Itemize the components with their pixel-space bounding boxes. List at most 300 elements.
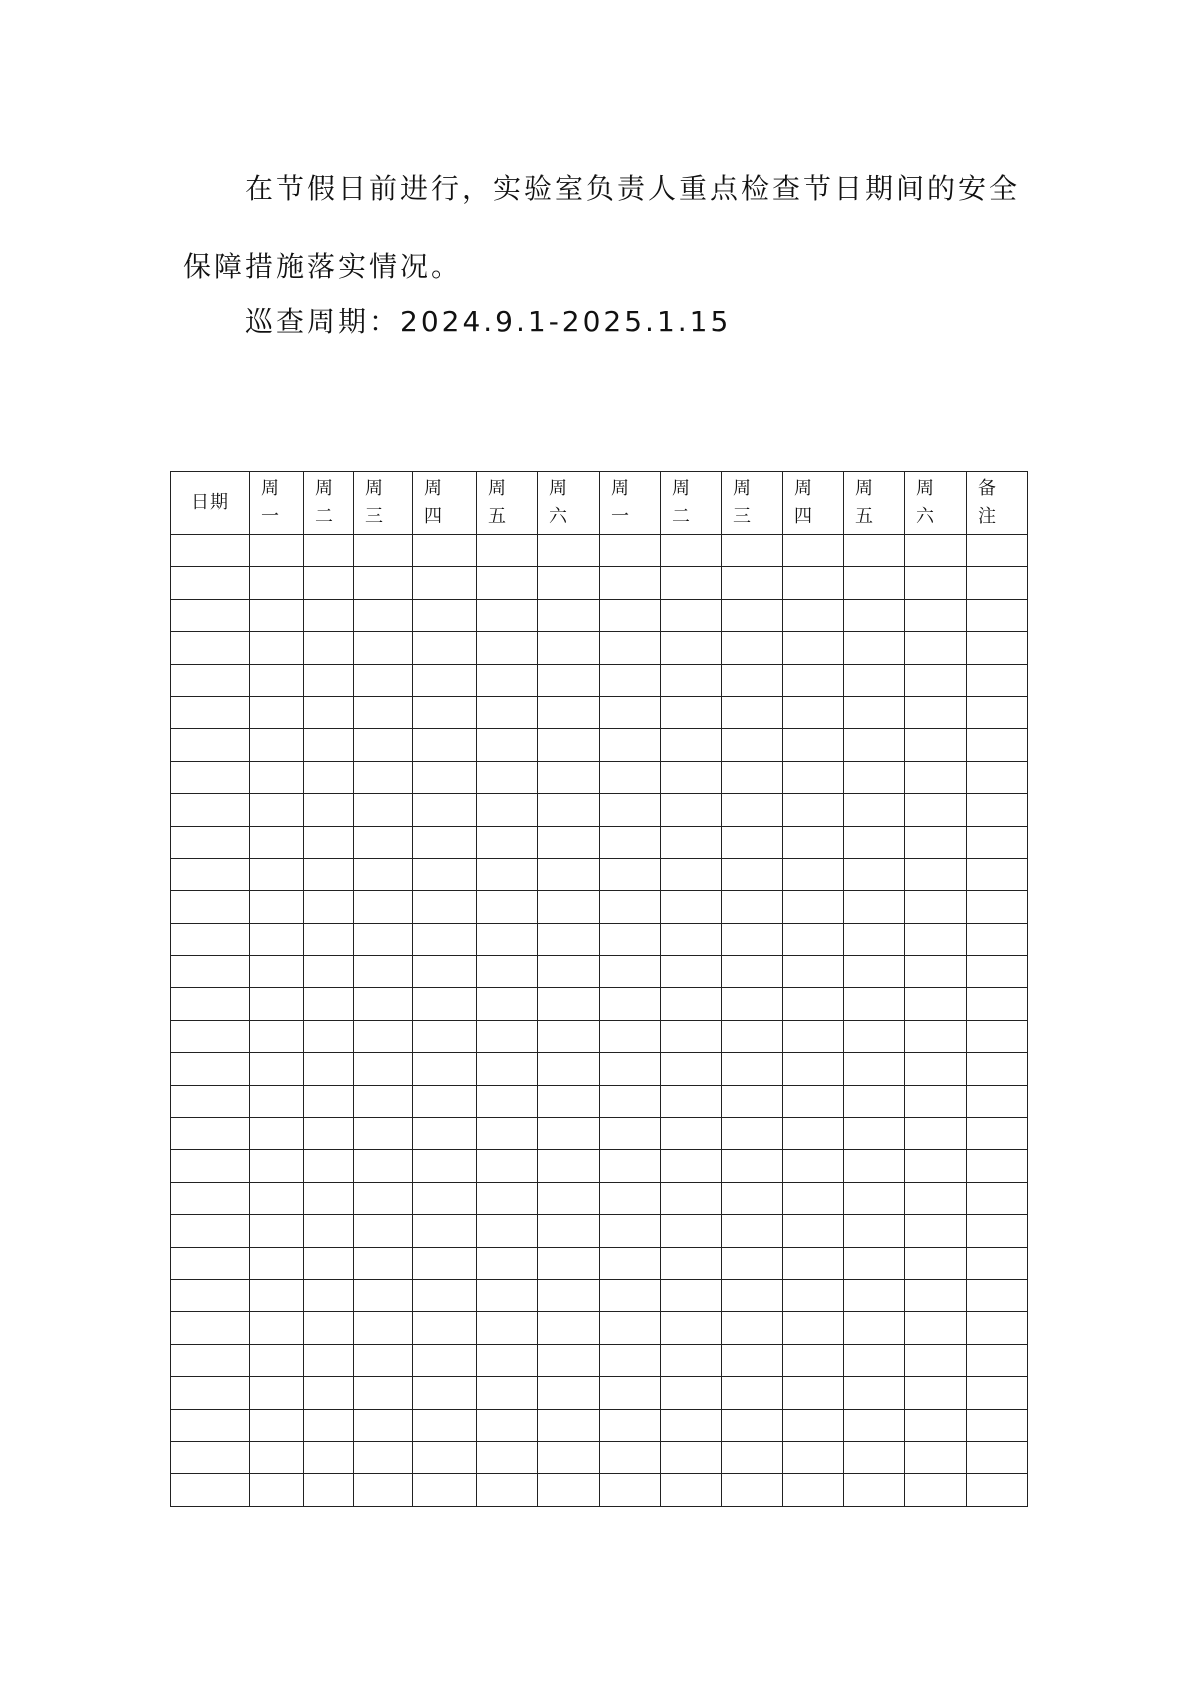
check-cell[interactable]	[844, 1215, 905, 1247]
check-cell[interactable]	[905, 826, 967, 858]
remarks-cell[interactable]	[967, 1312, 1028, 1344]
check-cell[interactable]	[661, 567, 722, 599]
check-cell[interactable]	[304, 1377, 354, 1409]
check-cell[interactable]	[354, 1020, 413, 1052]
check-cell[interactable]	[250, 1377, 304, 1409]
check-cell[interactable]	[354, 891, 413, 923]
check-cell[interactable]	[304, 535, 354, 567]
check-cell[interactable]	[905, 1409, 967, 1441]
check-cell[interactable]	[783, 761, 844, 793]
remarks-cell[interactable]	[967, 664, 1028, 696]
check-cell[interactable]	[722, 1344, 783, 1376]
date-cell[interactable]	[171, 1279, 250, 1311]
remarks-cell[interactable]	[967, 1474, 1028, 1506]
check-cell[interactable]	[477, 1441, 538, 1473]
check-cell[interactable]	[783, 1279, 844, 1311]
check-cell[interactable]	[250, 632, 304, 664]
check-cell[interactable]	[783, 1215, 844, 1247]
check-cell[interactable]	[783, 1247, 844, 1279]
check-cell[interactable]	[413, 1182, 477, 1214]
check-cell[interactable]	[905, 567, 967, 599]
check-cell[interactable]	[783, 988, 844, 1020]
check-cell[interactable]	[722, 891, 783, 923]
check-cell[interactable]	[477, 1377, 538, 1409]
remarks-cell[interactable]	[967, 1215, 1028, 1247]
check-cell[interactable]	[844, 1053, 905, 1085]
remarks-cell[interactable]	[967, 1085, 1028, 1117]
check-cell[interactable]	[600, 1215, 661, 1247]
check-cell[interactable]	[354, 1150, 413, 1182]
check-cell[interactable]	[600, 632, 661, 664]
check-cell[interactable]	[722, 696, 783, 728]
check-cell[interactable]	[538, 1053, 600, 1085]
check-cell[interactable]	[477, 696, 538, 728]
check-cell[interactable]	[413, 1215, 477, 1247]
check-cell[interactable]	[783, 664, 844, 696]
check-cell[interactable]	[600, 1085, 661, 1117]
check-cell[interactable]	[413, 664, 477, 696]
check-cell[interactable]	[304, 1312, 354, 1344]
check-cell[interactable]	[783, 826, 844, 858]
check-cell[interactable]	[722, 567, 783, 599]
date-cell[interactable]	[171, 1344, 250, 1376]
check-cell[interactable]	[661, 794, 722, 826]
check-cell[interactable]	[250, 535, 304, 567]
check-cell[interactable]	[661, 923, 722, 955]
check-cell[interactable]	[538, 1247, 600, 1279]
date-cell[interactable]	[171, 696, 250, 728]
check-cell[interactable]	[600, 535, 661, 567]
check-cell[interactable]	[413, 1118, 477, 1150]
check-cell[interactable]	[250, 567, 304, 599]
check-cell[interactable]	[538, 1215, 600, 1247]
check-cell[interactable]	[844, 567, 905, 599]
check-cell[interactable]	[600, 891, 661, 923]
check-cell[interactable]	[783, 599, 844, 631]
check-cell[interactable]	[250, 761, 304, 793]
check-cell[interactable]	[477, 1247, 538, 1279]
date-cell[interactable]	[171, 599, 250, 631]
check-cell[interactable]	[722, 923, 783, 955]
check-cell[interactable]	[477, 1279, 538, 1311]
check-cell[interactable]	[538, 923, 600, 955]
check-cell[interactable]	[661, 1182, 722, 1214]
date-cell[interactable]	[171, 632, 250, 664]
check-cell[interactable]	[250, 664, 304, 696]
check-cell[interactable]	[661, 891, 722, 923]
check-cell[interactable]	[538, 1377, 600, 1409]
check-cell[interactable]	[354, 1085, 413, 1117]
check-cell[interactable]	[538, 599, 600, 631]
check-cell[interactable]	[413, 1344, 477, 1376]
check-cell[interactable]	[905, 1377, 967, 1409]
check-cell[interactable]	[413, 1150, 477, 1182]
check-cell[interactable]	[905, 535, 967, 567]
check-cell[interactable]	[477, 1020, 538, 1052]
remarks-cell[interactable]	[967, 988, 1028, 1020]
check-cell[interactable]	[722, 1118, 783, 1150]
check-cell[interactable]	[304, 1150, 354, 1182]
date-cell[interactable]	[171, 567, 250, 599]
check-cell[interactable]	[905, 1344, 967, 1376]
check-cell[interactable]	[413, 1247, 477, 1279]
check-cell[interactable]	[905, 664, 967, 696]
check-cell[interactable]	[905, 1247, 967, 1279]
check-cell[interactable]	[783, 1409, 844, 1441]
check-cell[interactable]	[250, 1085, 304, 1117]
check-cell[interactable]	[477, 729, 538, 761]
check-cell[interactable]	[844, 632, 905, 664]
check-cell[interactable]	[905, 632, 967, 664]
remarks-cell[interactable]	[967, 1182, 1028, 1214]
check-cell[interactable]	[783, 1150, 844, 1182]
check-cell[interactable]	[250, 729, 304, 761]
check-cell[interactable]	[844, 923, 905, 955]
check-cell[interactable]	[477, 1474, 538, 1506]
check-cell[interactable]	[354, 923, 413, 955]
check-cell[interactable]	[538, 535, 600, 567]
check-cell[interactable]	[722, 535, 783, 567]
check-cell[interactable]	[722, 1377, 783, 1409]
check-cell[interactable]	[905, 1441, 967, 1473]
check-cell[interactable]	[722, 858, 783, 890]
check-cell[interactable]	[413, 923, 477, 955]
check-cell[interactable]	[538, 794, 600, 826]
check-cell[interactable]	[783, 858, 844, 890]
check-cell[interactable]	[250, 1312, 304, 1344]
check-cell[interactable]	[538, 1279, 600, 1311]
check-cell[interactable]	[354, 761, 413, 793]
check-cell[interactable]	[905, 1312, 967, 1344]
check-cell[interactable]	[600, 1344, 661, 1376]
check-cell[interactable]	[661, 1020, 722, 1052]
check-cell[interactable]	[783, 1344, 844, 1376]
date-cell[interactable]	[171, 729, 250, 761]
date-cell[interactable]	[171, 1118, 250, 1150]
check-cell[interactable]	[905, 794, 967, 826]
check-cell[interactable]	[477, 858, 538, 890]
check-cell[interactable]	[783, 1474, 844, 1506]
check-cell[interactable]	[354, 1279, 413, 1311]
check-cell[interactable]	[661, 599, 722, 631]
check-cell[interactable]	[722, 1085, 783, 1117]
check-cell[interactable]	[354, 858, 413, 890]
check-cell[interactable]	[250, 1247, 304, 1279]
check-cell[interactable]	[905, 1118, 967, 1150]
check-cell[interactable]	[600, 664, 661, 696]
date-cell[interactable]	[171, 1409, 250, 1441]
check-cell[interactable]	[413, 1312, 477, 1344]
check-cell[interactable]	[844, 729, 905, 761]
check-cell[interactable]	[600, 1312, 661, 1344]
remarks-cell[interactable]	[967, 1150, 1028, 1182]
check-cell[interactable]	[905, 761, 967, 793]
check-cell[interactable]	[304, 891, 354, 923]
check-cell[interactable]	[250, 923, 304, 955]
check-cell[interactable]	[477, 1344, 538, 1376]
check-cell[interactable]	[413, 1441, 477, 1473]
check-cell[interactable]	[538, 696, 600, 728]
date-cell[interactable]	[171, 826, 250, 858]
remarks-cell[interactable]	[967, 729, 1028, 761]
check-cell[interactable]	[905, 729, 967, 761]
check-cell[interactable]	[250, 696, 304, 728]
check-cell[interactable]	[477, 891, 538, 923]
date-cell[interactable]	[171, 664, 250, 696]
check-cell[interactable]	[250, 1020, 304, 1052]
check-cell[interactable]	[413, 826, 477, 858]
check-cell[interactable]	[783, 1053, 844, 1085]
check-cell[interactable]	[661, 1150, 722, 1182]
date-cell[interactable]	[171, 1312, 250, 1344]
check-cell[interactable]	[250, 891, 304, 923]
check-cell[interactable]	[304, 1344, 354, 1376]
check-cell[interactable]	[538, 1150, 600, 1182]
date-cell[interactable]	[171, 956, 250, 988]
check-cell[interactable]	[661, 858, 722, 890]
check-cell[interactable]	[661, 632, 722, 664]
check-cell[interactable]	[477, 956, 538, 988]
check-cell[interactable]	[354, 567, 413, 599]
check-cell[interactable]	[304, 567, 354, 599]
check-cell[interactable]	[722, 664, 783, 696]
date-cell[interactable]	[171, 1215, 250, 1247]
check-cell[interactable]	[304, 956, 354, 988]
check-cell[interactable]	[844, 664, 905, 696]
check-cell[interactable]	[844, 858, 905, 890]
check-cell[interactable]	[844, 1474, 905, 1506]
check-cell[interactable]	[250, 858, 304, 890]
check-cell[interactable]	[250, 1279, 304, 1311]
check-cell[interactable]	[250, 1409, 304, 1441]
date-cell[interactable]	[171, 1085, 250, 1117]
check-cell[interactable]	[600, 826, 661, 858]
check-cell[interactable]	[661, 535, 722, 567]
date-cell[interactable]	[171, 1441, 250, 1473]
check-cell[interactable]	[304, 826, 354, 858]
check-cell[interactable]	[600, 988, 661, 1020]
check-cell[interactable]	[661, 729, 722, 761]
check-cell[interactable]	[600, 1118, 661, 1150]
check-cell[interactable]	[477, 1182, 538, 1214]
check-cell[interactable]	[538, 1118, 600, 1150]
check-cell[interactable]	[250, 1182, 304, 1214]
check-cell[interactable]	[844, 1377, 905, 1409]
check-cell[interactable]	[477, 1085, 538, 1117]
check-cell[interactable]	[354, 1215, 413, 1247]
check-cell[interactable]	[354, 1182, 413, 1214]
check-cell[interactable]	[250, 1474, 304, 1506]
check-cell[interactable]	[844, 1020, 905, 1052]
date-cell[interactable]	[171, 891, 250, 923]
check-cell[interactable]	[783, 956, 844, 988]
check-cell[interactable]	[783, 1118, 844, 1150]
date-cell[interactable]	[171, 1053, 250, 1085]
check-cell[interactable]	[783, 1441, 844, 1473]
check-cell[interactable]	[722, 1150, 783, 1182]
check-cell[interactable]	[413, 535, 477, 567]
check-cell[interactable]	[413, 1279, 477, 1311]
remarks-cell[interactable]	[967, 696, 1028, 728]
check-cell[interactable]	[783, 567, 844, 599]
check-cell[interactable]	[538, 1182, 600, 1214]
check-cell[interactable]	[354, 956, 413, 988]
check-cell[interactable]	[538, 956, 600, 988]
check-cell[interactable]	[354, 1377, 413, 1409]
check-cell[interactable]	[538, 1312, 600, 1344]
remarks-cell[interactable]	[967, 1409, 1028, 1441]
check-cell[interactable]	[844, 1312, 905, 1344]
check-cell[interactable]	[905, 696, 967, 728]
remarks-cell[interactable]	[967, 956, 1028, 988]
check-cell[interactable]	[250, 1053, 304, 1085]
check-cell[interactable]	[304, 1247, 354, 1279]
check-cell[interactable]	[905, 1053, 967, 1085]
check-cell[interactable]	[304, 1409, 354, 1441]
check-cell[interactable]	[250, 599, 304, 631]
check-cell[interactable]	[413, 858, 477, 890]
remarks-cell[interactable]	[967, 599, 1028, 631]
check-cell[interactable]	[304, 1020, 354, 1052]
check-cell[interactable]	[600, 599, 661, 631]
check-cell[interactable]	[844, 1279, 905, 1311]
check-cell[interactable]	[722, 826, 783, 858]
date-cell[interactable]	[171, 923, 250, 955]
check-cell[interactable]	[905, 1215, 967, 1247]
check-cell[interactable]	[600, 1377, 661, 1409]
remarks-cell[interactable]	[967, 761, 1028, 793]
check-cell[interactable]	[477, 923, 538, 955]
remarks-cell[interactable]	[967, 632, 1028, 664]
check-cell[interactable]	[661, 1312, 722, 1344]
check-cell[interactable]	[905, 988, 967, 1020]
check-cell[interactable]	[783, 632, 844, 664]
check-cell[interactable]	[304, 858, 354, 890]
date-cell[interactable]	[171, 1150, 250, 1182]
check-cell[interactable]	[354, 794, 413, 826]
check-cell[interactable]	[844, 1182, 905, 1214]
check-cell[interactable]	[538, 1474, 600, 1506]
check-cell[interactable]	[413, 1085, 477, 1117]
check-cell[interactable]	[538, 567, 600, 599]
check-cell[interactable]	[354, 1441, 413, 1473]
check-cell[interactable]	[722, 1247, 783, 1279]
check-cell[interactable]	[477, 664, 538, 696]
check-cell[interactable]	[413, 1409, 477, 1441]
check-cell[interactable]	[722, 1474, 783, 1506]
remarks-cell[interactable]	[967, 794, 1028, 826]
check-cell[interactable]	[905, 1020, 967, 1052]
check-cell[interactable]	[844, 1344, 905, 1376]
check-cell[interactable]	[538, 988, 600, 1020]
check-cell[interactable]	[600, 761, 661, 793]
check-cell[interactable]	[304, 1085, 354, 1117]
check-cell[interactable]	[600, 1182, 661, 1214]
check-cell[interactable]	[413, 794, 477, 826]
check-cell[interactable]	[661, 988, 722, 1020]
check-cell[interactable]	[905, 1474, 967, 1506]
check-cell[interactable]	[477, 632, 538, 664]
check-cell[interactable]	[354, 599, 413, 631]
check-cell[interactable]	[844, 1085, 905, 1117]
check-cell[interactable]	[661, 1377, 722, 1409]
check-cell[interactable]	[722, 761, 783, 793]
check-cell[interactable]	[477, 761, 538, 793]
check-cell[interactable]	[844, 1150, 905, 1182]
check-cell[interactable]	[354, 696, 413, 728]
check-cell[interactable]	[250, 988, 304, 1020]
check-cell[interactable]	[477, 1312, 538, 1344]
check-cell[interactable]	[413, 1474, 477, 1506]
check-cell[interactable]	[354, 1474, 413, 1506]
check-cell[interactable]	[661, 826, 722, 858]
check-cell[interactable]	[844, 826, 905, 858]
date-cell[interactable]	[171, 1182, 250, 1214]
check-cell[interactable]	[844, 1247, 905, 1279]
check-cell[interactable]	[354, 664, 413, 696]
check-cell[interactable]	[250, 794, 304, 826]
check-cell[interactable]	[250, 956, 304, 988]
check-cell[interactable]	[538, 632, 600, 664]
check-cell[interactable]	[538, 1344, 600, 1376]
check-cell[interactable]	[354, 1409, 413, 1441]
check-cell[interactable]	[304, 1279, 354, 1311]
check-cell[interactable]	[600, 1247, 661, 1279]
check-cell[interactable]	[600, 696, 661, 728]
check-cell[interactable]	[722, 729, 783, 761]
check-cell[interactable]	[354, 1344, 413, 1376]
remarks-cell[interactable]	[967, 923, 1028, 955]
remarks-cell[interactable]	[967, 535, 1028, 567]
check-cell[interactable]	[413, 956, 477, 988]
remarks-cell[interactable]	[967, 1441, 1028, 1473]
check-cell[interactable]	[844, 1441, 905, 1473]
check-cell[interactable]	[844, 988, 905, 1020]
check-cell[interactable]	[538, 761, 600, 793]
check-cell[interactable]	[477, 567, 538, 599]
check-cell[interactable]	[477, 794, 538, 826]
check-cell[interactable]	[538, 826, 600, 858]
check-cell[interactable]	[661, 1344, 722, 1376]
remarks-cell[interactable]	[967, 1053, 1028, 1085]
remarks-cell[interactable]	[967, 1344, 1028, 1376]
check-cell[interactable]	[250, 1441, 304, 1473]
remarks-cell[interactable]	[967, 1377, 1028, 1409]
check-cell[interactable]	[304, 794, 354, 826]
check-cell[interactable]	[413, 891, 477, 923]
check-cell[interactable]	[600, 1150, 661, 1182]
date-cell[interactable]	[171, 1474, 250, 1506]
date-cell[interactable]	[171, 1020, 250, 1052]
check-cell[interactable]	[905, 1150, 967, 1182]
check-cell[interactable]	[413, 988, 477, 1020]
check-cell[interactable]	[600, 1409, 661, 1441]
date-cell[interactable]	[171, 761, 250, 793]
remarks-cell[interactable]	[967, 1020, 1028, 1052]
date-cell[interactable]	[171, 1377, 250, 1409]
check-cell[interactable]	[722, 1182, 783, 1214]
remarks-cell[interactable]	[967, 1118, 1028, 1150]
check-cell[interactable]	[905, 1182, 967, 1214]
remarks-cell[interactable]	[967, 1279, 1028, 1311]
check-cell[interactable]	[250, 1215, 304, 1247]
check-cell[interactable]	[304, 988, 354, 1020]
check-cell[interactable]	[413, 567, 477, 599]
check-cell[interactable]	[304, 1118, 354, 1150]
check-cell[interactable]	[844, 1118, 905, 1150]
check-cell[interactable]	[538, 858, 600, 890]
check-cell[interactable]	[413, 632, 477, 664]
